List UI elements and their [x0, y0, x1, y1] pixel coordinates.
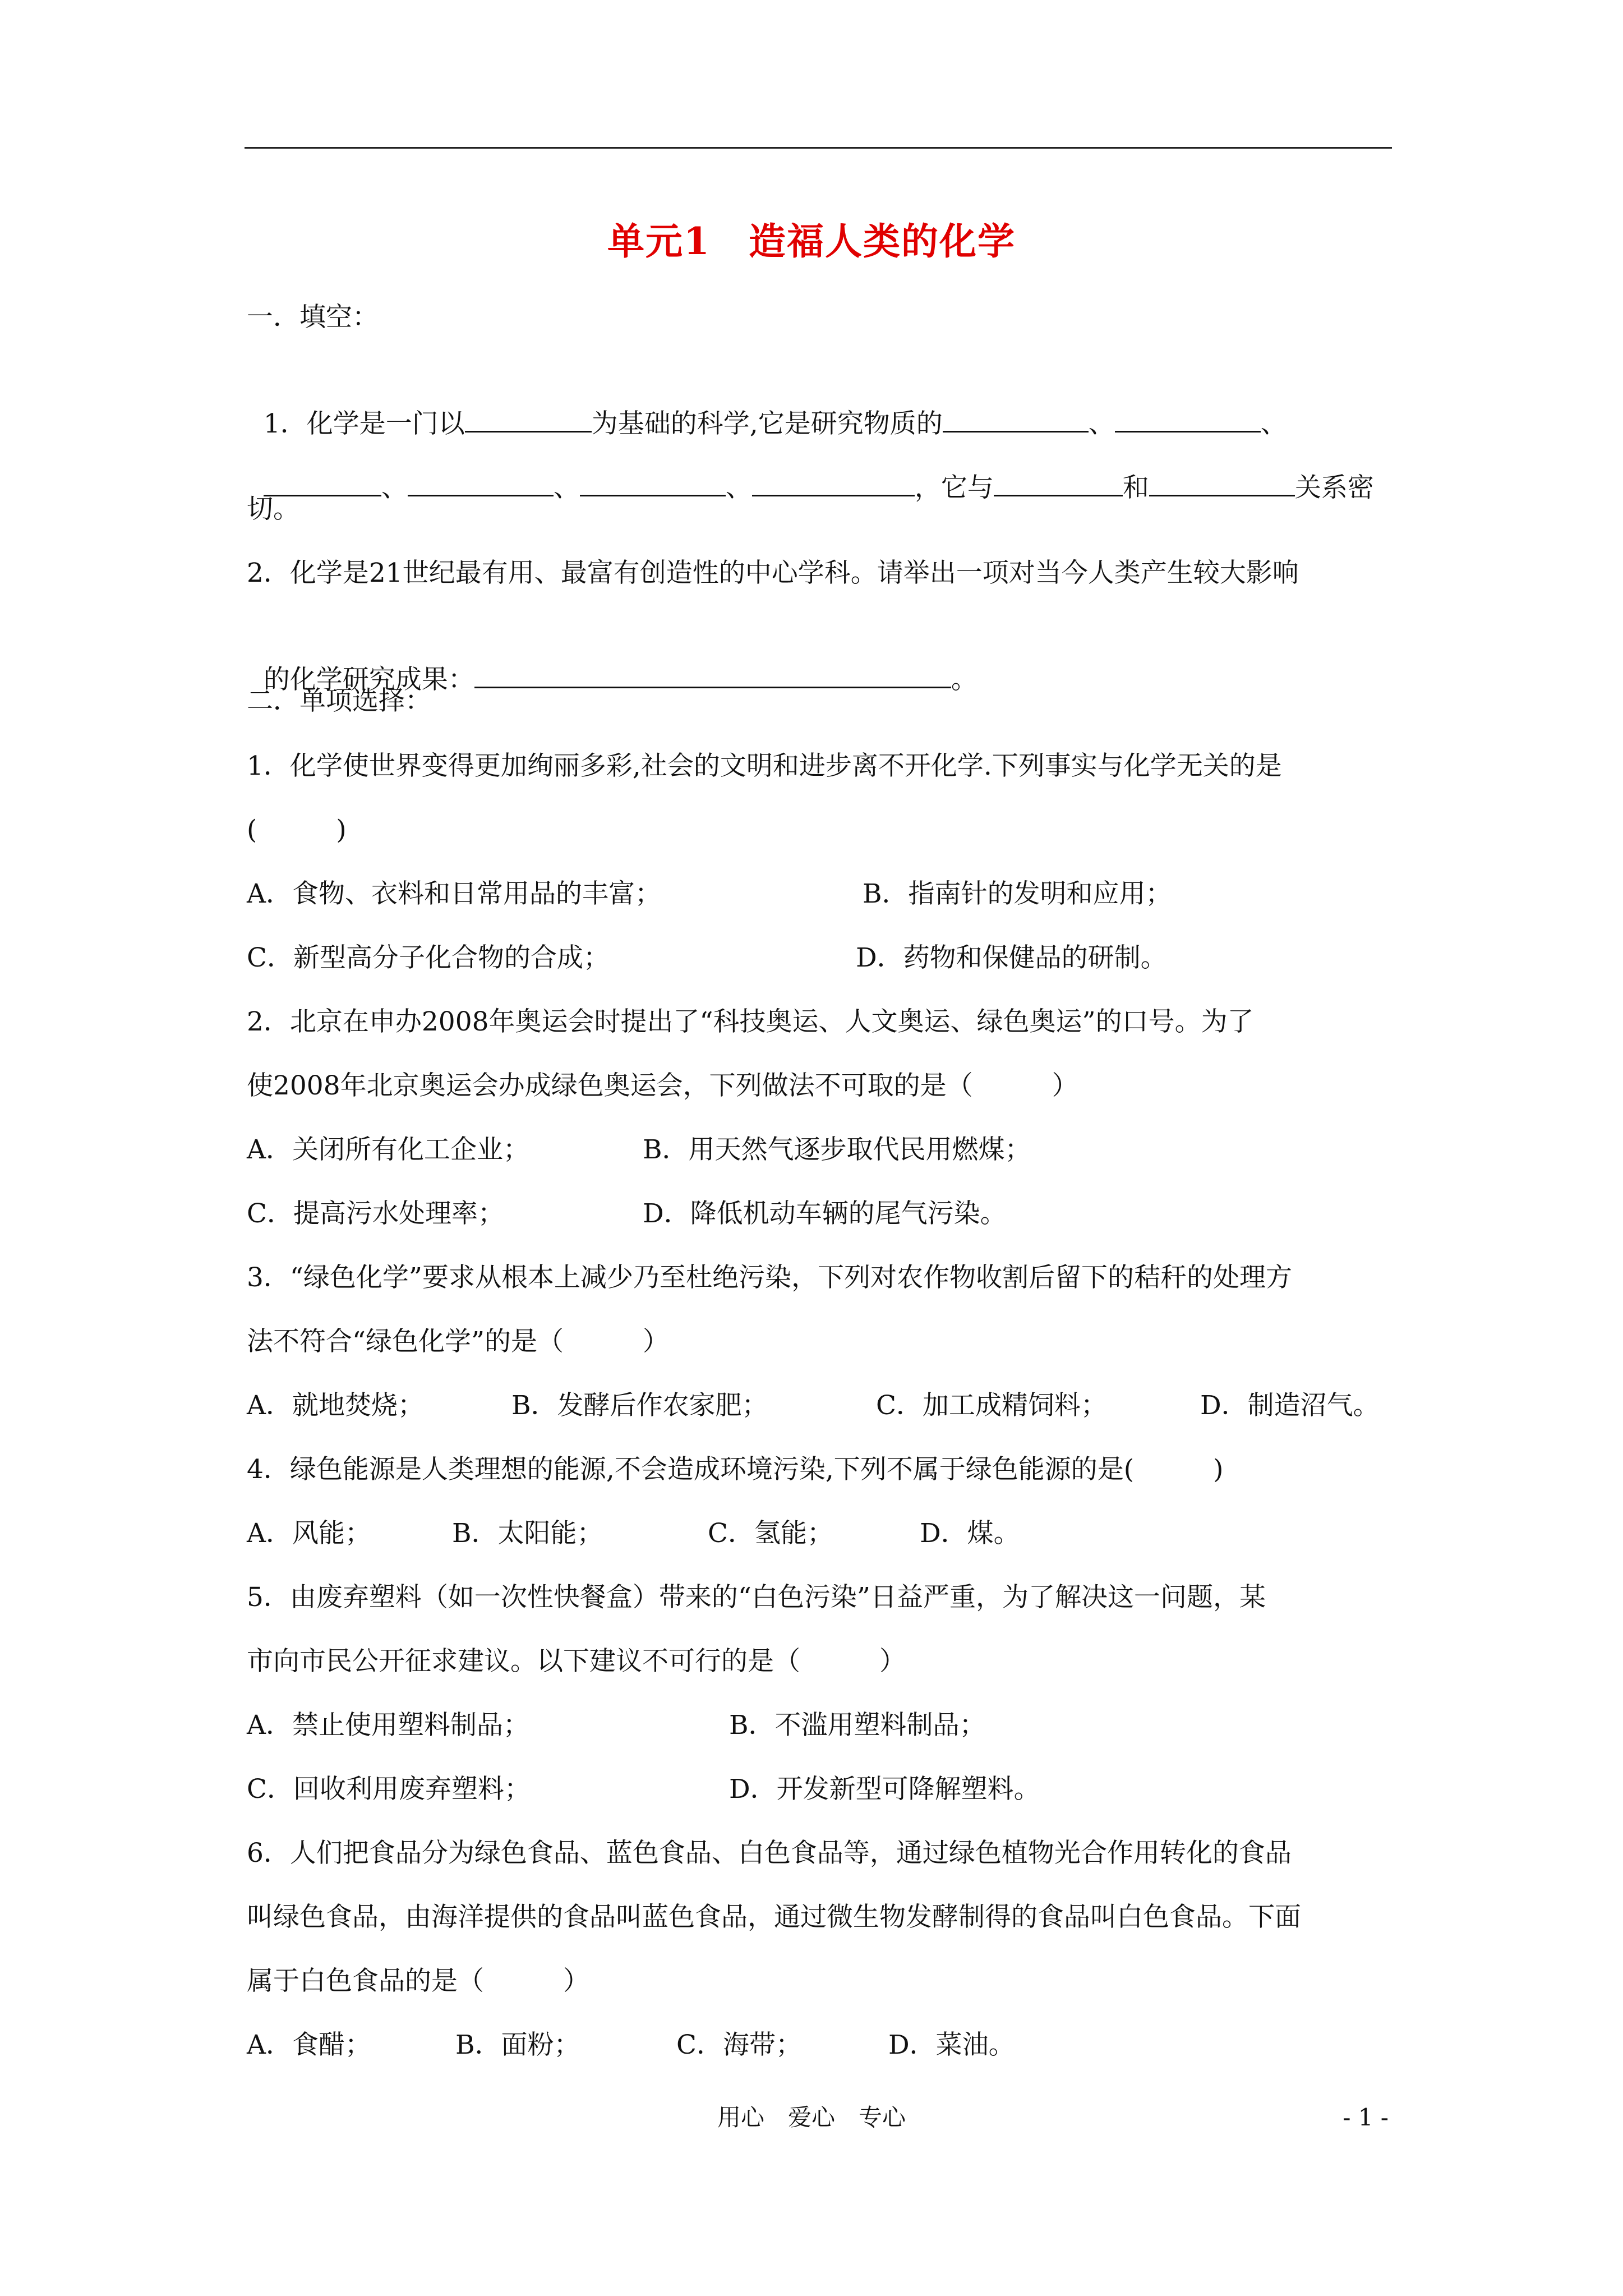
- option-b: B．不滥用塑料制品；: [729, 1710, 986, 1741]
- header-rule: [245, 147, 1392, 149]
- choice-q6-line1: 6．人们把食品分为绿色食品、蓝色食品、白色食品等，通过绿色植物光合作用转化的食品: [247, 1838, 1292, 1869]
- option-d: D．开发新型可降解塑料。: [729, 1774, 1040, 1805]
- choice-q5-line1: 5．由废弃塑料（如一次性快餐盒）带来的“白色污染”日益严重，为了解决这一问题，某: [247, 1582, 1266, 1613]
- choice-q5-options-cd: [247, 1768, 1391, 1811]
- option-b: B．用天然气逐步取代民用燃煤；: [643, 1134, 1031, 1165]
- option-a: A．就地焚烧；: [247, 1390, 424, 1421]
- choice-q3-options: [247, 1384, 1391, 1427]
- choice-q5-line2: 市向市民公开征求建议。以下建议不可行的是（ ）: [247, 1646, 906, 1677]
- fill-q1-line1: 1．化学是一门以 为基础的科学,它是研究物质的 、 、: [247, 360, 1391, 403]
- footer-motto: 用心 爱心 专心: [717, 2104, 906, 2131]
- choice-q2-options-ab: [247, 1129, 1391, 1171]
- section-heading-fill-in: 一．填空：: [247, 302, 379, 333]
- choice-q2-options-cd: [247, 1193, 1391, 1235]
- option-b: B．太阳能；: [452, 1518, 603, 1549]
- option-a: A．风能；: [247, 1518, 371, 1549]
- section-heading-single-choice: 二．单项选择：: [247, 685, 431, 716]
- option-d: D．煤。: [920, 1518, 1020, 1549]
- choice-q2-line1: 2．北京在申办2008年奥运会时提出了“科技奥运、人文奥运、绿色奥运”的口号。为了: [247, 1006, 1254, 1037]
- fill-q1-line3: 切。: [247, 494, 299, 524]
- option-b: B．指南针的发明和应用；: [863, 878, 1172, 909]
- option-d: D．菜油。: [888, 2030, 1015, 2060]
- option-a: A．食醋；: [247, 2030, 371, 2060]
- choice-q6-line2: 叫绿色食品，由海洋提供的食品叫蓝色食品，通过微生物发酵制得的食品叫白色食品。下面: [247, 1902, 1301, 1932]
- choice-q3-line1: 3．“绿色化学”要求从根本上减少乃至杜绝污染，下列对农作物收割后留下的秸秆的处理方: [247, 1262, 1292, 1293]
- fill-q1-line2: 、 、 、 ，它与 和 关系密: [247, 424, 1391, 467]
- option-a: A．食物、衣料和日常用品的丰富；: [247, 878, 661, 909]
- choice-q1-line1: 1．化学使世界变得更加绚丽多彩,社会的文明和进步离不开化学.下列事实与化学无关的是: [247, 751, 1282, 781]
- option-c: C．新型高分子化合物的合成；: [247, 942, 610, 973]
- page-title: 单元1 造福人类的化学: [607, 219, 1016, 263]
- option-d: D．制造沼气。: [1200, 1390, 1380, 1421]
- option-c: C．回收利用废弃塑料；: [247, 1774, 531, 1805]
- fill-q2-line1: 2．化学是21世纪最有用、最富有创造性的中心学科。请举出一项对当今人类产生较大影响: [247, 558, 1299, 588]
- choice-q4-line1: 4．绿色能源是人类理想的能源,不会造成环境污染,下列不属于绿色能源的是( ): [247, 1454, 1224, 1485]
- choice-q5-options-ab: [247, 1704, 1391, 1747]
- fill-q2-line2: 的化学研究成果： 。: [247, 616, 1391, 659]
- option-a: A．禁止使用塑料制品；: [247, 1710, 529, 1741]
- option-d: D．药物和保健品的研制。: [856, 942, 1167, 973]
- option-c: C．提高污水处理率；: [247, 1198, 504, 1229]
- option-d: D．降低机动车辆的尾气污染。: [643, 1198, 1007, 1229]
- option-c: C．氢能；: [708, 1518, 833, 1549]
- choice-q1-options-cd: [247, 937, 1391, 979]
- page-number: - 1 -: [1343, 2104, 1389, 2131]
- option-c: C．海带；: [676, 2030, 802, 2060]
- choice-q1-options-ab: [247, 873, 1391, 915]
- choice-q1-line2: ( ): [247, 815, 347, 845]
- choice-q6-options: [247, 2024, 1391, 2067]
- option-a: A．关闭所有化工企业；: [247, 1134, 529, 1165]
- choice-q2-line2: 使2008年北京奥运会办成绿色奥运会，下列做法不可取的是（ ）: [247, 1070, 1078, 1101]
- option-c: C．加工成精饲料；: [876, 1390, 1107, 1421]
- option-b: B．发酵后作农家肥；: [511, 1390, 768, 1421]
- choice-q6-line3: 属于白色食品的是（ ）: [247, 1966, 589, 1996]
- choice-q4-options: [247, 1512, 1391, 1555]
- option-b: B．面粉；: [455, 2030, 580, 2060]
- choice-q3-line2: 法不符合“绿色化学”的是（ ）: [247, 1326, 670, 1357]
